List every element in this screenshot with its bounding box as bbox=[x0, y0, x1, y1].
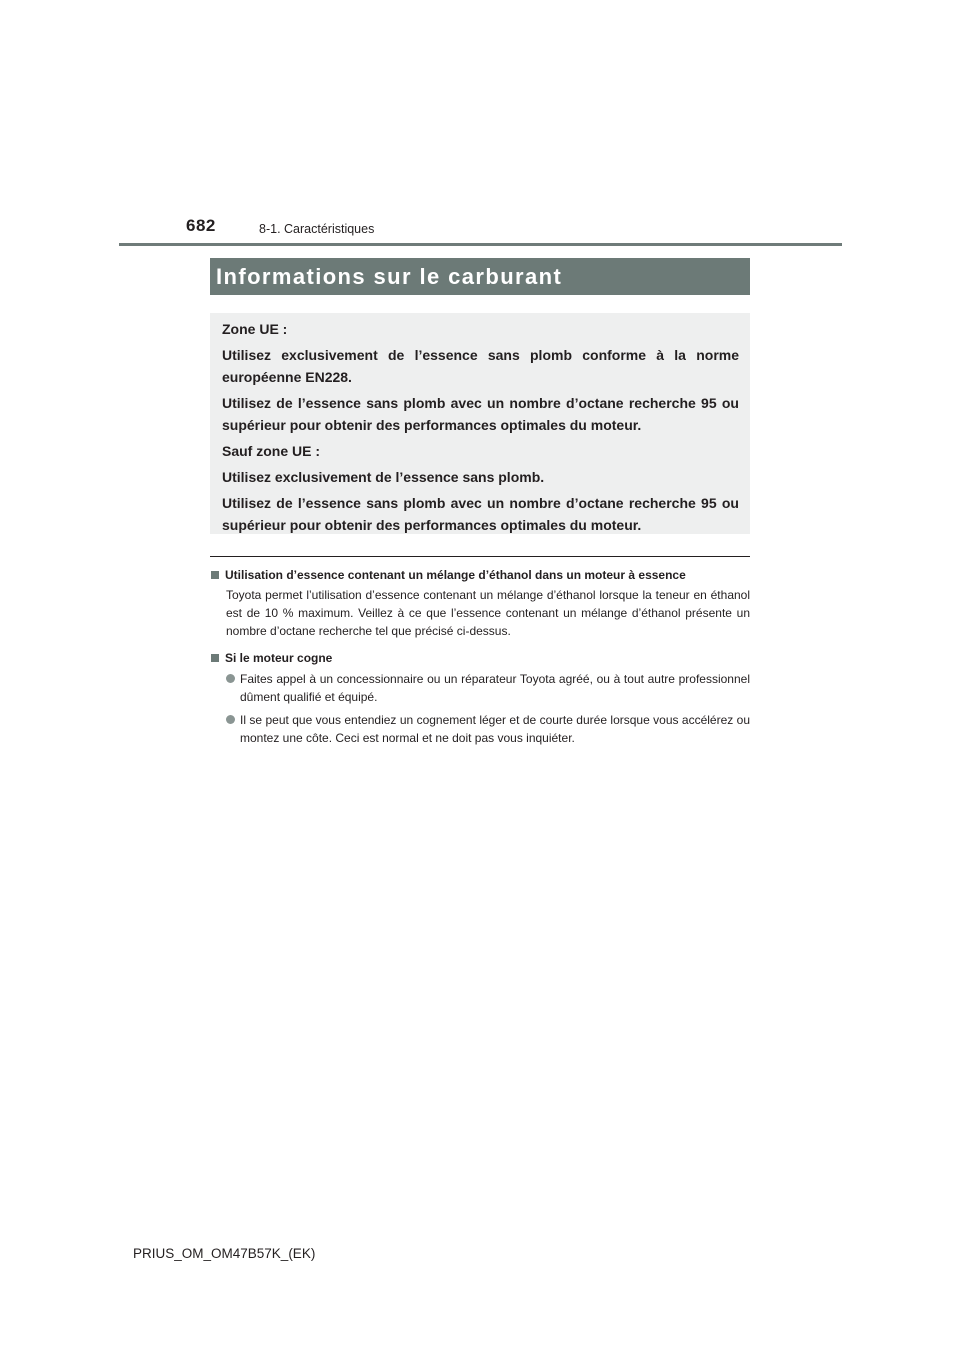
note-ethanol bbox=[210, 566, 750, 640]
fuel-info-box bbox=[210, 313, 750, 534]
section-divider bbox=[210, 556, 750, 557]
note-heading-text: Si le moteur cogne bbox=[225, 651, 333, 665]
title-bar bbox=[210, 258, 750, 295]
section-label: 8-1. Caractéristiques bbox=[259, 222, 375, 236]
note-heading bbox=[210, 566, 750, 584]
note-heading-text: Utilisation d’essence contenant un mélange d’éthanol dans un moteur à essence bbox=[225, 568, 686, 582]
list-item-text: Il se peut que vous entendiez un cognement léger et de courte durée lorsque vous accélérez ou montez une côte. Ceci est normal et ne doit pas vous inquiéter. bbox=[240, 713, 750, 745]
page-title: Informations sur le carburant bbox=[216, 264, 563, 289]
header-rule bbox=[119, 243, 842, 246]
box-paragraph: Utilisez exclusivement de l’essence sans plomb conforme à la norme européenne EN228. bbox=[222, 347, 739, 385]
box-paragraph: Zone UE : bbox=[222, 321, 288, 337]
box-paragraph: Utilisez exclusivement de l’essence sans plomb. bbox=[222, 469, 545, 485]
document-code: PRIUS_OM_OM47B57K_(EK) bbox=[133, 1246, 316, 1261]
note-body: Toyota permet l’utilisation d’essence contenant un mélange d’éthanol lorsque la teneur en éthanol est de 10 % maximum. Veillez à ce que l’essence contenant un mélange d’éthanol présente un nombre d’octane recherche tel que précisé ci-dessus. bbox=[226, 588, 750, 638]
square-bullet-icon bbox=[211, 654, 219, 662]
note-engine-knock bbox=[210, 649, 750, 747]
list-item bbox=[226, 670, 750, 706]
notes-section bbox=[210, 566, 750, 747]
list-item bbox=[226, 711, 750, 747]
circle-bullet-icon bbox=[226, 715, 235, 724]
note-heading bbox=[210, 649, 750, 667]
box-paragraph: Sauf zone UE : bbox=[222, 443, 321, 459]
box-paragraph: Utilisez de l’essence sans plomb avec un nombre d’octane recherche 95 ou supérieur pour obtenir des performances optimales du moteur. bbox=[222, 395, 739, 433]
list-item-text: Faites appel à un concessionnaire ou un réparateur Toyota agréé, ou à tout autre professionnel dûment qualifié et équipé. bbox=[240, 672, 750, 704]
square-bullet-icon bbox=[211, 571, 219, 579]
circle-bullet-icon bbox=[226, 674, 235, 683]
page-number: 682 bbox=[186, 216, 216, 235]
box-paragraph: Utilisez de l’essence sans plomb avec un nombre d’octane recherche 95 ou supérieur pour obtenir des performances optimales du moteur. bbox=[222, 495, 739, 533]
